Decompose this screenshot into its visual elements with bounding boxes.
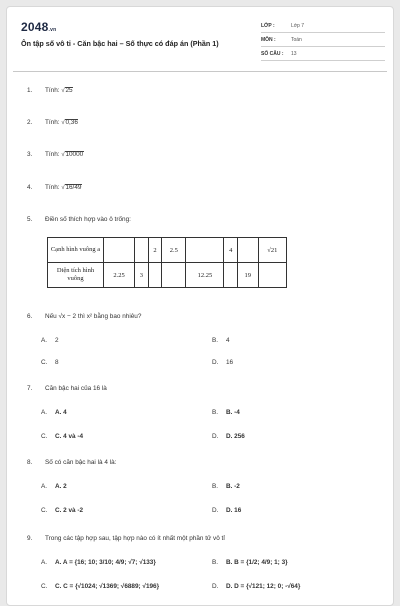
table-cell[interactable]: 2.25 [104,263,135,288]
table-cell[interactable] [238,238,259,263]
table-cell[interactable]: 19 [238,263,259,288]
table-cell[interactable]: 3 [135,263,149,288]
table-cell[interactable] [162,263,186,288]
question-9: 9. Trong các tập hợp sau, tập hợp nào có ít nhất một phần tử vô tỉ [27,535,225,542]
option-d[interactable]: D. D. 256 [212,433,245,440]
option-d[interactable]: D. 16 [212,359,234,366]
table-cell[interactable]: 2 [148,238,162,263]
table-cell[interactable]: 12.25 [186,263,224,288]
table-row-label: Cạnh hình vuông a [48,238,104,263]
option-b[interactable]: B. 4 [212,337,230,344]
question-4: 4. Tính: √16/49 [27,184,82,191]
option-c[interactable]: C. C. 2 và -2 [41,507,84,514]
table-cell[interactable] [224,263,238,288]
table-cell[interactable] [104,238,135,263]
question-7: 7. Căn bậc hai của 16 là [27,385,107,392]
option-a[interactable]: A. 2 [41,337,59,344]
option-a[interactable]: A. A. A = {16; 10; 3/10; 4/9; √7; √133} [41,559,156,566]
option-a[interactable]: A. A. 2 [41,483,67,490]
question-6: 6. Nếu √x − 2 thì x² bằng bao nhiêu? [27,313,142,320]
table-cell[interactable] [135,238,149,263]
fill-in-table [47,237,287,288]
meta-question-count: SỐ CÂU : 13 [261,49,385,61]
option-a[interactable]: A. A. 4 [41,409,67,416]
question-8: 8. Số có căn bậc hai là 4 là: [27,459,117,466]
worksheet-page [6,6,394,606]
question-2: 2. Tính: √0,36 [27,119,78,126]
table-cell[interactable] [148,263,162,288]
question-1: 1. Tính: √25 [27,87,73,94]
page-title: Ôn tập số vô tỉ - Căn bậc hai – Số thực có đáp án (Phần 1) [21,39,219,48]
option-c[interactable]: C. C. C = {√1024; √1369; √6889; √196} [41,583,160,590]
meta-grade: LỚP : Lớp 7 [261,21,385,33]
question-3: 3. Tính: √10000 [27,151,84,158]
option-c[interactable]: C. C. 4 và -4 [41,433,84,440]
table-cell[interactable]: 4 [224,238,238,263]
site-logo[interactable]: 2048.vn [21,20,57,34]
option-d[interactable]: D. D. 16 [212,507,242,514]
table-row [48,263,287,288]
table-cell[interactable]: 2.5 [162,238,186,263]
table-cell[interactable] [258,263,286,288]
table-cell[interactable] [186,238,224,263]
option-d[interactable]: D. D. D = {√121; 12; 0; -√64} [212,583,301,590]
option-b[interactable]: B. B. B = {1/2; 4/9; 1; 3} [212,559,288,566]
header-divider [13,71,387,72]
meta-subject: MÔN : Toán [261,35,385,47]
option-b[interactable]: B. B. -2 [212,483,240,490]
table-row-label: Diện tích hình vuông [48,263,104,288]
question-5: 5. Điền số thích hợp vào ô trống: [27,216,131,223]
table-row [48,238,287,263]
option-b[interactable]: B. B. -4 [212,409,240,416]
option-c[interactable]: C. 8 [41,359,59,366]
table-cell[interactable]: √21 [258,238,286,263]
